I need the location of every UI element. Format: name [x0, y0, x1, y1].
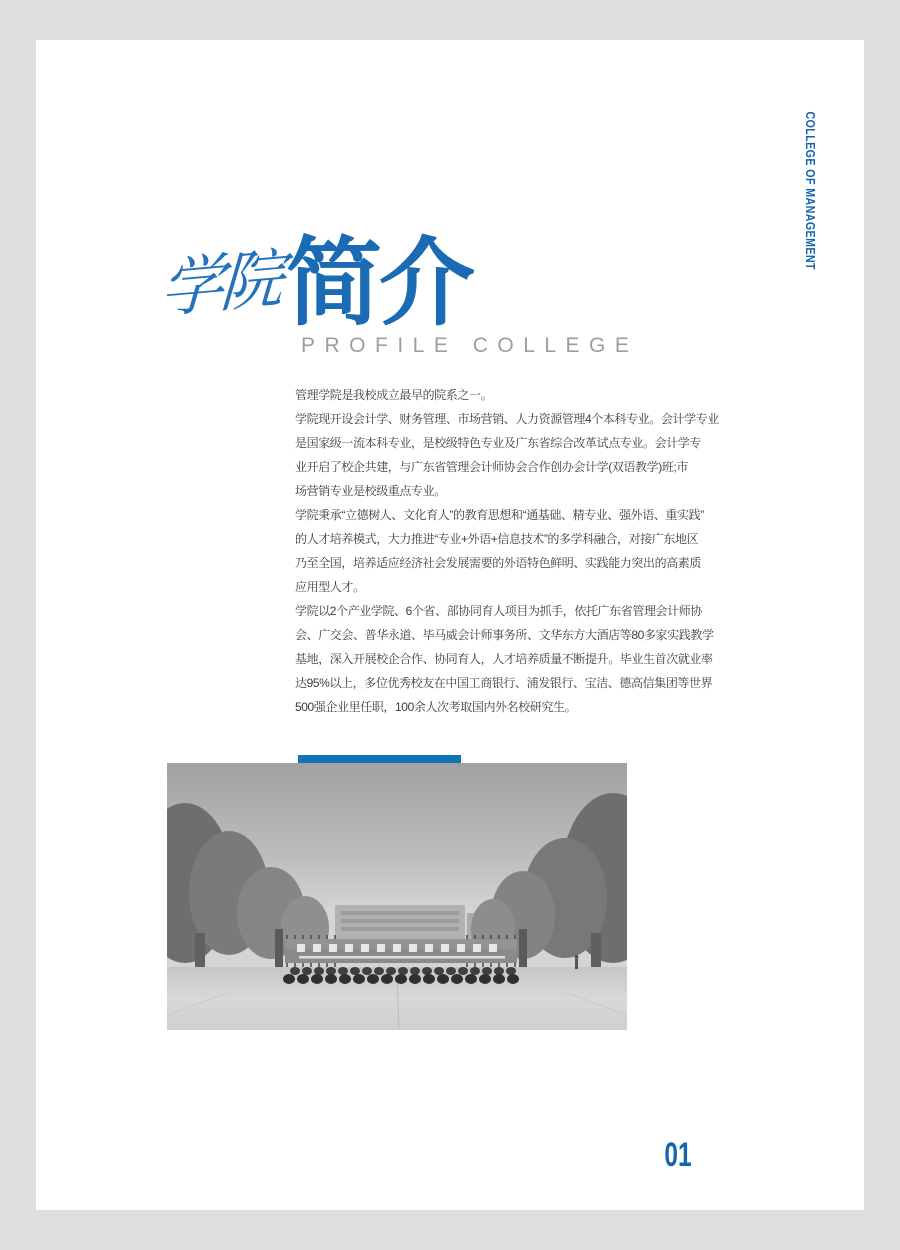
article-line: 是国家级一流本科专业，是校级特色专业及广东省综合改革试点专业。会计学专 [295, 436, 702, 450]
campus-gate-illustration [167, 763, 627, 1030]
article-line: 学院秉承“立德树人、文化育人”的教育思想和“通基础、精专业、强外语、重实践” [295, 508, 704, 522]
article-line: 达95%以上，多位优秀校友在中国工商银行、浦发银行、宝洁、德高信集团等世界 [295, 676, 713, 690]
article-line: 的人才培养模式，大力推进“专业+外语+信息技术”的多学科融合，对接广东地区 [295, 532, 699, 546]
article-line: 乃至全国，培养适应经济社会发展需要的外语特色鲜明、实践能力突出的高素质 [295, 556, 702, 570]
page-title: 简介 [286, 230, 472, 337]
article-line: 学院现开设会计学、财务管理、市场营销、人力资源管理4个本科专业。会计学专业 [295, 412, 719, 426]
article-line: 500强企业里任职，100余人次考取国内外名校研究生。 [295, 700, 577, 714]
article-line: 会、广交会、普华永道、毕马威会计师事务所、文华东方大酒店等80多家实践教学 [295, 628, 714, 642]
article-line: 场营销专业是校级重点专业。 [295, 484, 446, 498]
page-subtitle: PROFILE COLLEGE [301, 334, 639, 357]
college-name-vertical-text: COLLEGE OF MANAGEMENT [803, 111, 818, 270]
article-line: 学院以2个产业学院、6个省、部协同育人项目为抓手，依托广东省管理会计师协 [295, 604, 702, 618]
article-line: 基地，深入开展校企合作、协同育人，人才培养质量不断提升。毕业生首次就业率 [295, 652, 713, 666]
title-calligraphy: 学院 [158, 242, 282, 326]
article-line: 管理学院是我校成立最早的院系之一。 [295, 388, 493, 402]
article-line: 应用型人才。 [295, 580, 365, 594]
intro-paragraphs [295, 383, 719, 719]
page-number: 01 [664, 1136, 692, 1174]
article-line: 业开启了校企共建，与广东省管理会计师协会合作创办会计学(双语教学)班;市 [295, 460, 688, 474]
campus-gate-photo [167, 763, 627, 1030]
